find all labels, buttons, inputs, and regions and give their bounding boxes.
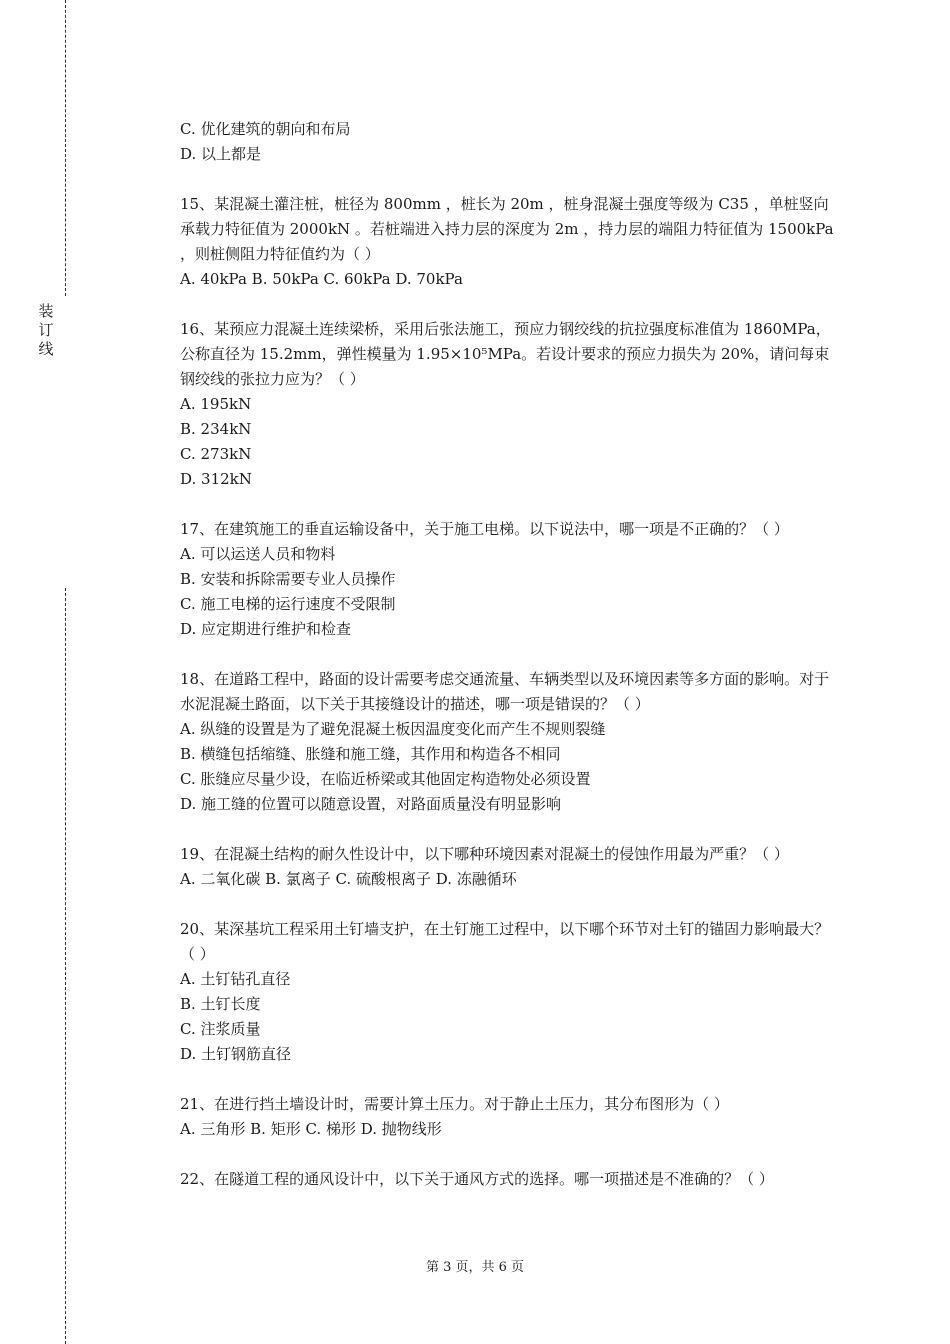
- options-inline: A. 40kPa B. 50kPa C. 60kPa D. 70kPa: [180, 270, 463, 288]
- option-d: D. 312kN: [180, 470, 252, 488]
- option-a: A. 195kN: [180, 395, 252, 413]
- question-text: 18、在道路工程中，路面的设计需要考虑交通流量、车辆类型以及环境因素等多方面的影响。对于水泥混凝土路面，以下关于其接缝设计的描述，哪一项是错误的？（ ）: [180, 670, 830, 713]
- binding-label: [36, 302, 56, 359]
- question-16: [180, 317, 840, 492]
- question-text: 21、在进行挡土墙设计时，需要计算土压力。对于静止土压力，其分布图形为（ ）: [180, 1095, 729, 1113]
- question-text: 22、在隧道工程的通风设计中，以下关于通风方式的选择。哪一项描述是不准确的？（ ）: [180, 1170, 774, 1188]
- binding-line-bottom: [65, 588, 66, 1344]
- question-text: 15、某混凝土灌注桩，桩径为 800mm ，桩长为 20m ，桩身混凝土强度等级为 C35 ，单桩竖向承载力特征值为 2000kN 。若桩端进入持力层的深度为 2m ，持力层的端阻力特征值为 1500kPa ，则桩侧阻力特征值约为（ ）: [180, 195, 834, 263]
- options-inline: A. 三角形 B. 矩形 C. 梯形 D. 抛物线形: [180, 1120, 442, 1138]
- option-c: C. 胀缝应尽量少设，在临近桥梁或其他固定构造物处必须设置: [180, 770, 591, 788]
- binding-char: 线: [38, 340, 54, 358]
- question-text: 17、在建筑施工的垂直运输设备中，关于施工电梯。以下说法中，哪一项是不正确的？（ ）: [180, 520, 789, 538]
- option-c: C. 优化建筑的朝向和布局: [180, 120, 351, 138]
- binding-char: 装: [38, 302, 54, 320]
- option-a: A. 土钉钻孔直径: [180, 970, 291, 988]
- option-b: B. 横缝包括缩缝、胀缝和施工缝，其作用和构造各不相同: [180, 745, 561, 763]
- option-b: B. 安装和拆除需要专业人员操作: [180, 570, 396, 588]
- question-22: [180, 1167, 840, 1192]
- option-d: D. 土钉钢筋直径: [180, 1045, 292, 1063]
- option-b: B. 土钉长度: [180, 995, 261, 1013]
- option-c: C. 273kN: [180, 445, 252, 463]
- exam-content: [180, 117, 840, 1192]
- binding-line-top: [65, 0, 66, 296]
- question-text: 19、在混凝土结构的耐久性设计中，以下哪种环境因素对混凝土的侵蚀作用最为严重？（ ）: [180, 845, 789, 863]
- question-19: [180, 842, 840, 892]
- option-d: D. 应定期进行维护和检查: [180, 620, 352, 638]
- option-a: A. 纵缝的设置是为了避免混凝土板因温度变化而产生不规则裂缝: [180, 720, 606, 738]
- question-21: [180, 1092, 840, 1142]
- question-15: [180, 192, 840, 292]
- option-b: B. 234kN: [180, 420, 252, 438]
- question-text: 20、某深基坑工程采用土钉墙支护，在土钉施工过程中，以下哪个环节对土钉的锚固力影响最大？（ ）: [180, 920, 830, 963]
- option-a: A. 可以运送人员和物料: [180, 545, 336, 563]
- question-18: [180, 667, 840, 817]
- option-d: D. 施工缝的位置可以随意设置，对路面质量没有明显影响: [180, 795, 562, 813]
- option-c: C. 注浆质量: [180, 1020, 261, 1038]
- option-c: C. 施工电梯的运行速度不受限制: [180, 595, 396, 613]
- question-17: [180, 517, 840, 642]
- question-20: [180, 917, 840, 1067]
- page-number: 第 3 页，共 6 页: [425, 1260, 525, 1275]
- question-text: 16、某预应力混凝土连续梁桥，采用后张法施工，预应力钢绞线的抗拉强度标准值为 1860MPa，公称直径为 15.2mm，弹性模量为 1.95×10⁵MPa。若设计要求的预应力损失为 20%，请问每束钢绞线的张拉力应为？（ ）: [180, 320, 831, 388]
- question-fragment: [180, 117, 840, 167]
- options-inline: A. 二氧化碳 B. 氯离子 C. 硫酸根离子 D. 冻融循环: [180, 870, 517, 888]
- binding-char: 订: [38, 321, 54, 339]
- option-d: D. 以上都是: [180, 145, 262, 163]
